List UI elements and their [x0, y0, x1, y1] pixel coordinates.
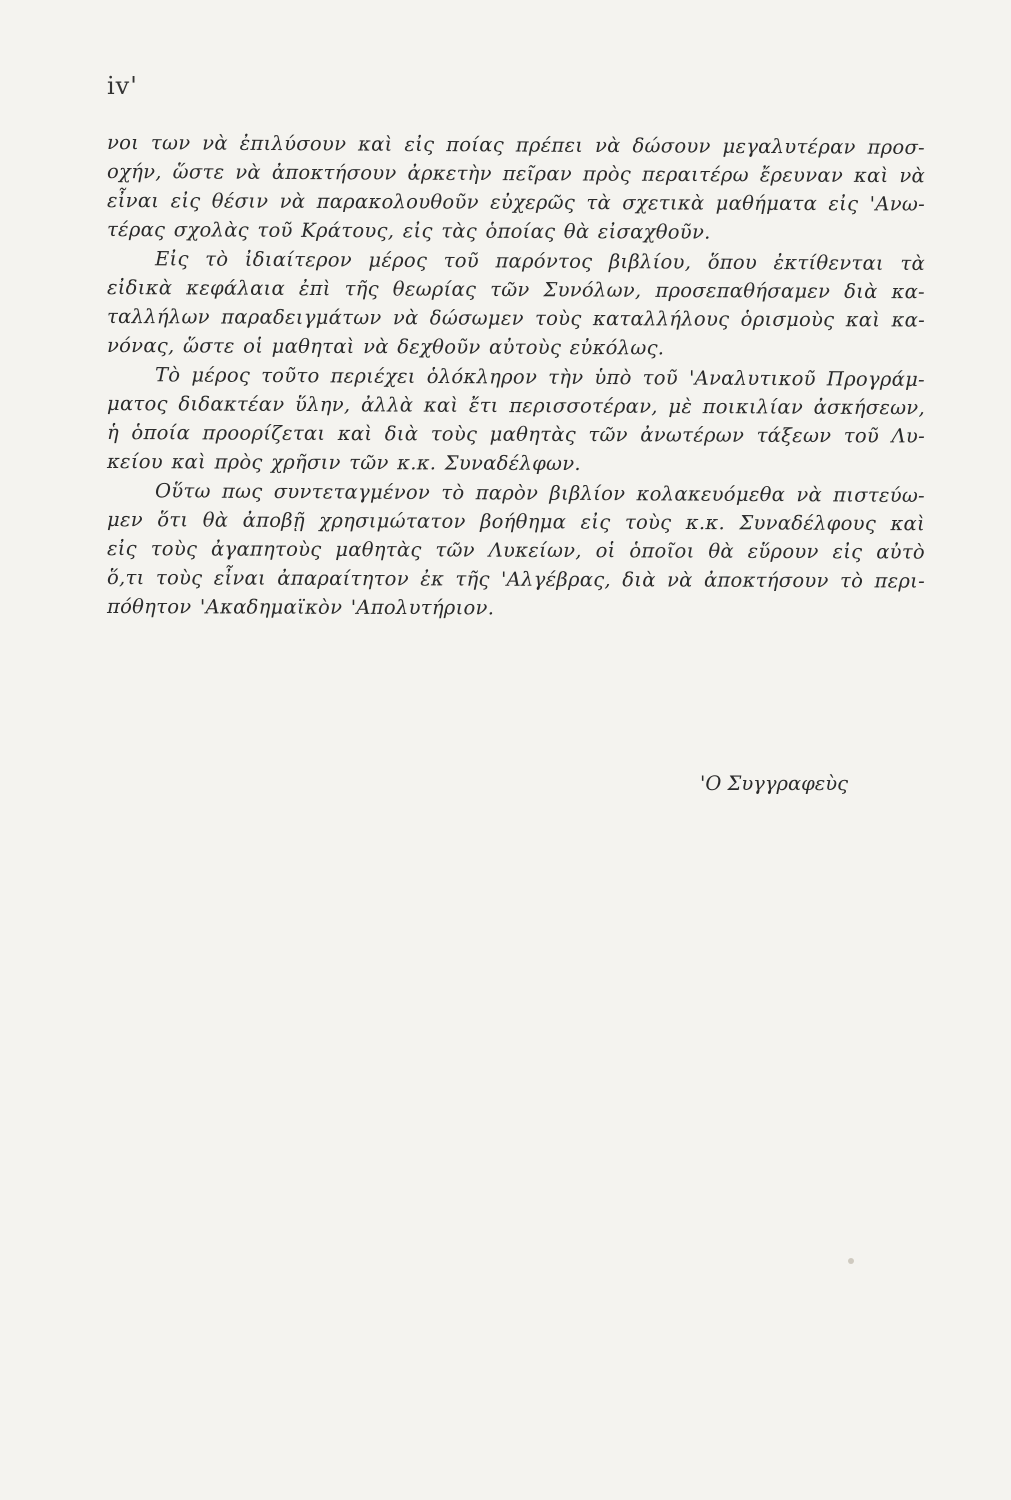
- paragraph-2: [107, 244, 925, 360]
- paragraph-3: [107, 360, 925, 476]
- text-line: μεν ὅτι θὰ ἀποβῇ χρησιμώτατον βοήθημα εἰς τοὺς κ.κ. Συναδέλφους καὶ: [106, 508, 926, 536]
- text-line: εἰς τοὺς ἀγαπητοὺς μαθητὰς τῶν Λυκείων, οἱ ὁποῖοι θὰ εὕρουν εἰς αὐτὸ: [106, 537, 926, 564]
- preface-text: [107, 128, 925, 621]
- text-line: Οὕτω πως συντεταγμένον τὸ παρὸν βιβλίον κολακευόμεθα νὰ πιστεύω-: [154, 479, 926, 507]
- text-line: Τὸ μέρος τοῦτο περιέχει ὁλόκληρον τὴν ὑπὸ τοῦ 'Αναλυτικοῦ Προγράμ-: [154, 363, 926, 391]
- paragraph-4: [107, 476, 925, 621]
- text-line: ματος διδακτέαν ὕλην, ἀλλὰ καὶ ἔτι περισσοτέραν, μὲ ποικιλίαν ἀσκήσεων,: [106, 392, 926, 420]
- paragraph-1: [107, 128, 925, 244]
- author-signature: 'Ο Συγγραφεὺς: [700, 772, 849, 795]
- page-speck: [848, 1258, 854, 1264]
- text-line: ὅ,τι τοὺς εἶναι ἀπαραίτητον ἐκ τῆς 'Αλγέβρας, διὰ νὰ ἀποκτήσουν τὸ περι-: [106, 566, 926, 593]
- text-line: ἡ ὁποία προορίζεται καὶ διὰ τοὺς μαθητὰς τῶν ἀνωτέρων τάξεων τοῦ Λυ-: [106, 421, 926, 448]
- text-line: νοι των νὰ ἐπιλύσουν καὶ εἰς ποίας πρέπει νὰ δώσουν μεγαλυτέραν προσ-: [106, 131, 926, 159]
- text-line: κείου καὶ πρὸς χρῆσιν τῶν κ.κ. Συναδέλφων.: [106, 450, 581, 476]
- text-line: οχήν, ὥστε νὰ ἀποκτήσουν ἀρκετὴν πεῖραν πρὸς περαιτέρω ἔρευναν καὶ νὰ: [106, 160, 926, 188]
- text-line: νόνας, ὥστε οἱ μαθηταὶ νὰ δεχθοῦν αὐτοὺς εὐκόλως.: [106, 334, 665, 360]
- page-number: iv': [107, 72, 138, 100]
- text-line: εἰδικὰ κεφάλαια ἐπὶ τῆς θεωρίας τῶν Συνόλων, προσεπαθήσαμεν διὰ κα-: [106, 276, 926, 304]
- text-line: ταλλήλων παραδειγμάτων νὰ δώσωμεν τοὺς καταλλήλους ὁρισμοὺς καὶ κα-: [106, 305, 926, 332]
- text-line: τέρας σχολὰς τοῦ Κράτους, εἰς τὰς ὁποίας θὰ εἰσαχθοῦν.: [106, 218, 711, 244]
- text-line: Εἰς τὸ ἰδιαίτερον μέρος τοῦ παρόντος βιβλίου, ὅπου ἐκτίθενται τὰ: [154, 247, 926, 275]
- text-line: πόθητον 'Ακαδημαϊκὸν 'Απολυτήριον.: [106, 595, 495, 620]
- text-line: εἶναι εἰς θέσιν νὰ παρακολουθοῦν εὐχερῶς τὰ σχετικὰ μαθήματα εἰς 'Ανω-: [106, 189, 926, 216]
